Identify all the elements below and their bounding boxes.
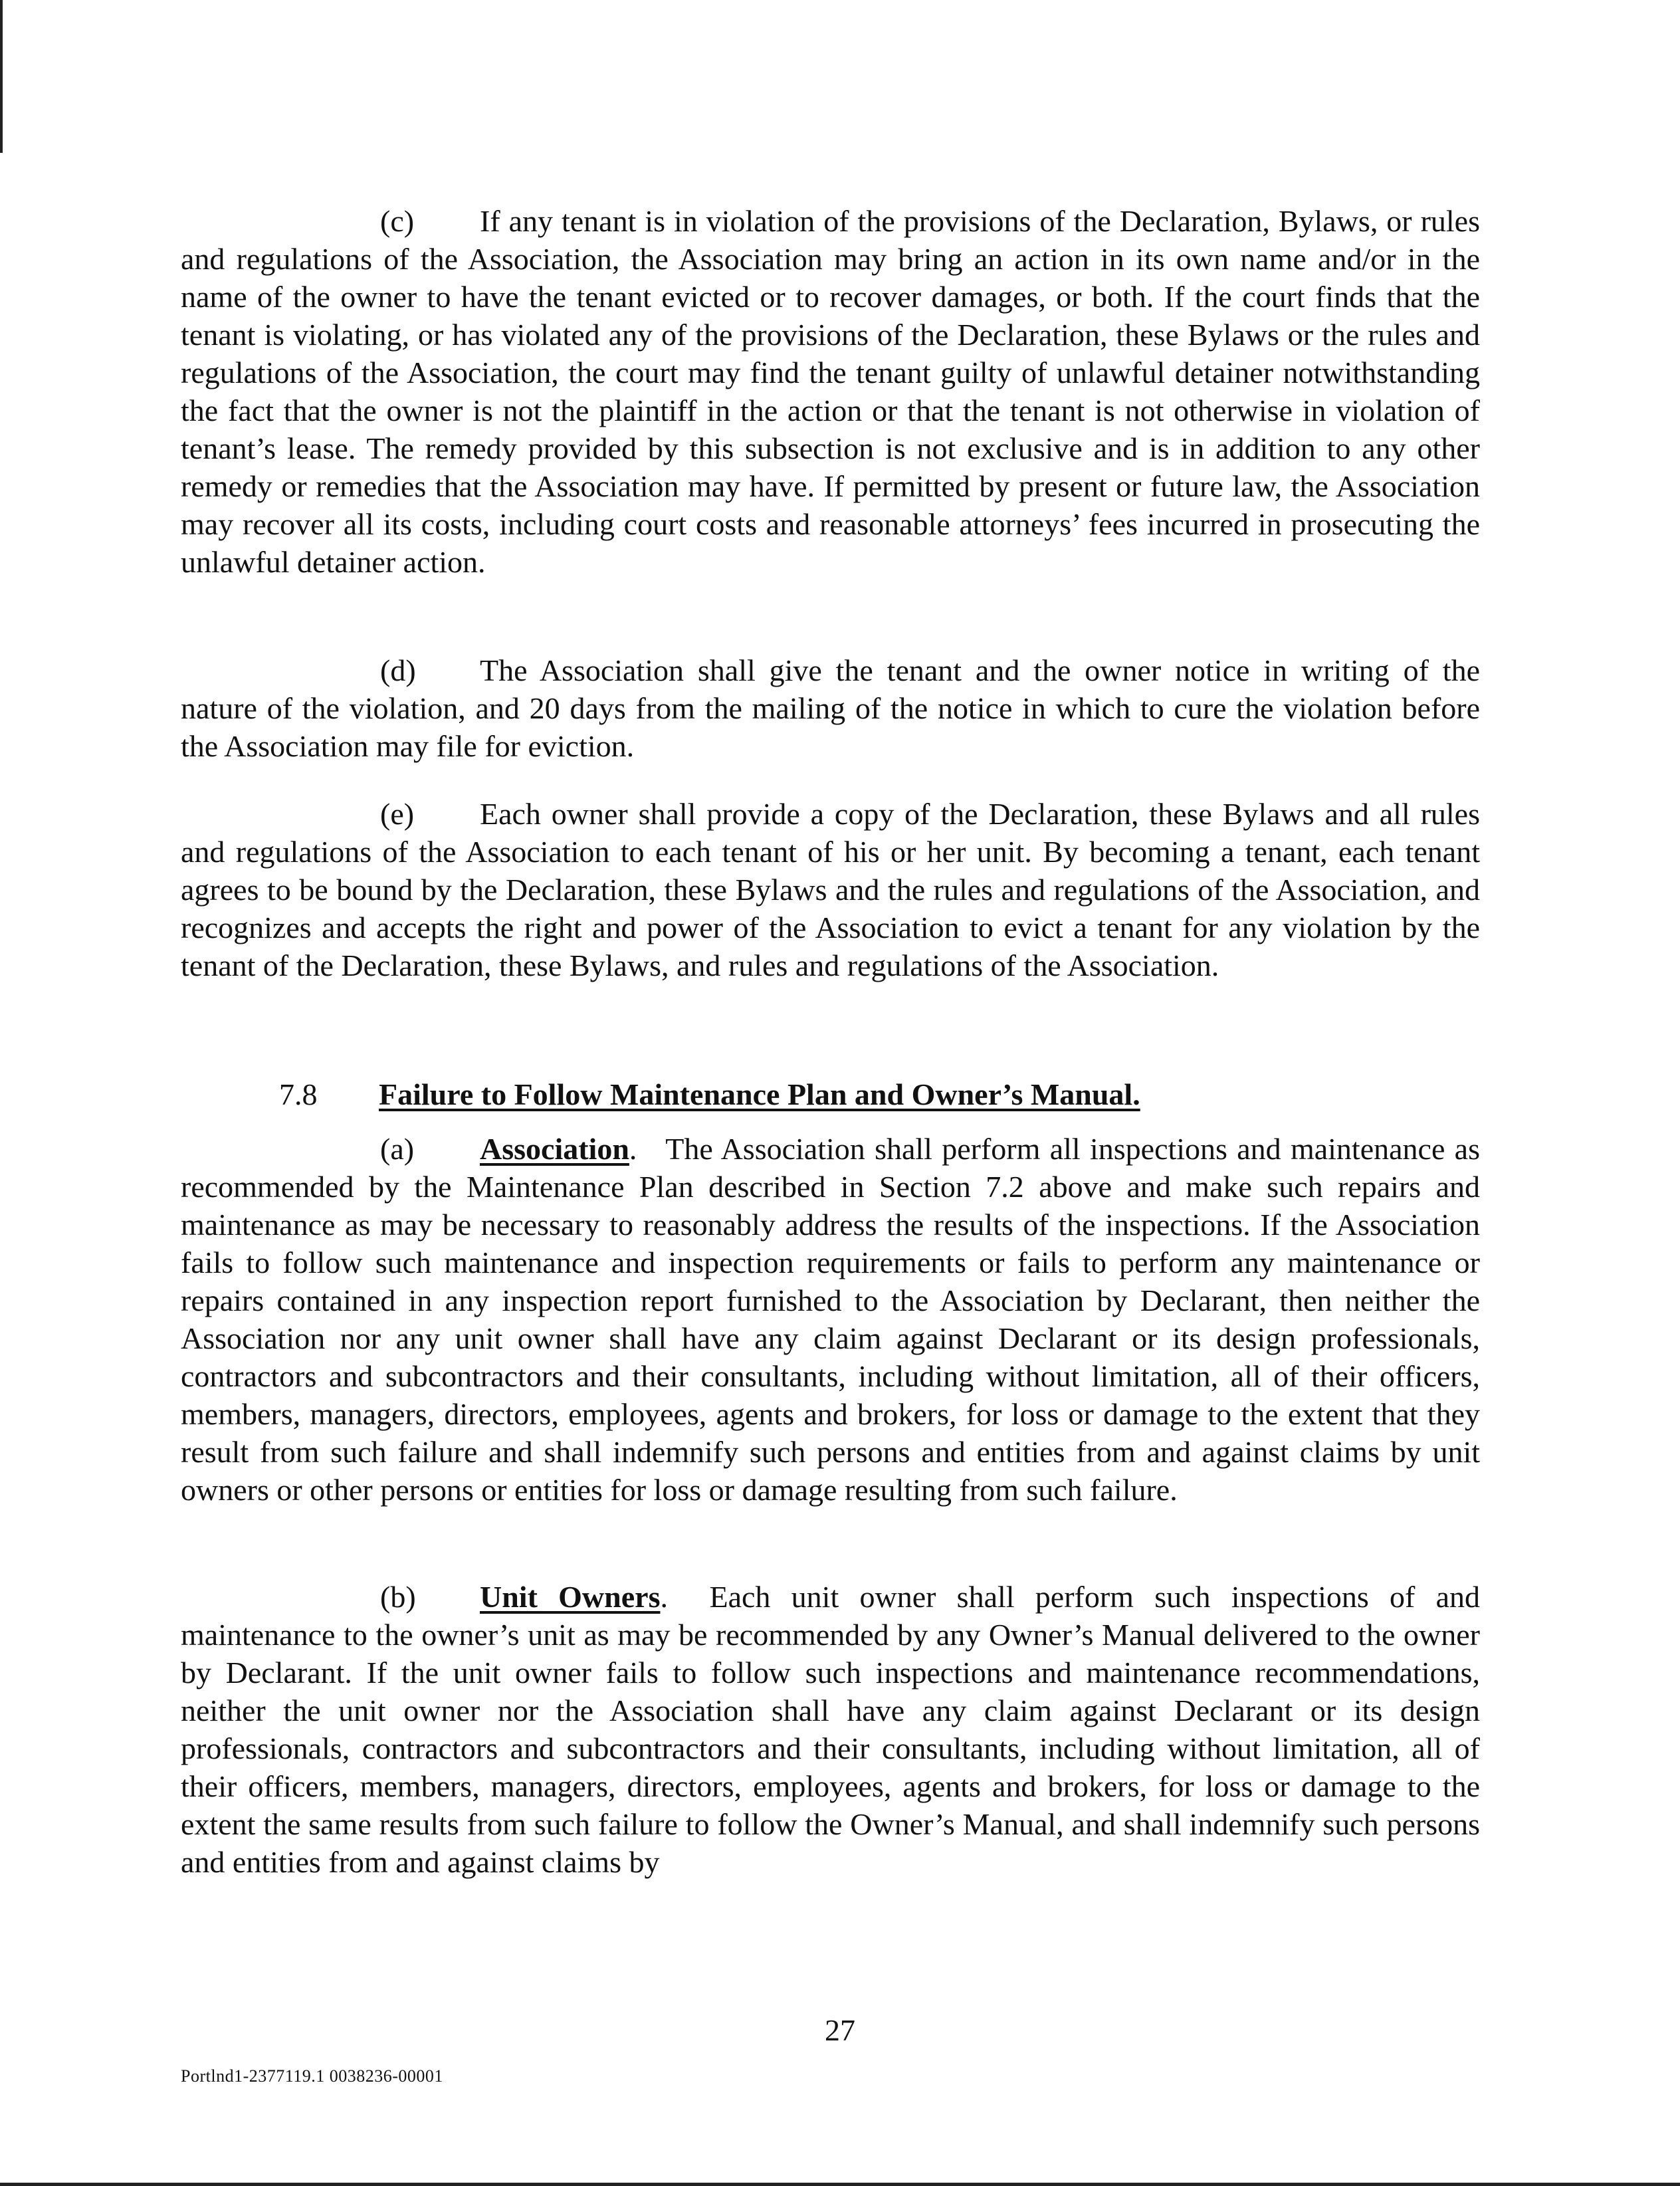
- section-title: Failure to Follow Maintenance Plan and Owner’s Manual.: [379, 1077, 1140, 1111]
- paragraph-a-text: The Association shall perform all inspections and maintenance as recommended by the Maintenance Plan described in Section 7.2 above and make such repairs and maintenance as may be necessary to reasonably address the results of the inspections. If the Association fails to follow such maintenance and inspection requirements or fails to perform any maintenance or repairs contained in any inspection report furnished to the Association by Declarant, then neither the Association nor any unit owner shall have any claim against Declarant or its design professionals, contractors and subcontractors and their consultants, including without limitation, all of their officers, members, managers, directors, employees, agents and brokers, for loss or damage to the extent that they result from such failure and shall indemnify such persons and entities from and against claims by unit owners or other persons or entities for loss or damage resulting from such failure.: [181, 1132, 1480, 1507]
- paragraph-e-text: Each owner shall provide a copy of the Declaration, these Bylaws and all rules and regulations of the Association to each tenant of his or her unit. By becoming a tenant, each tenant agrees to be bound by the Declaration, these Bylaws and the rules and regulations of the Association, and recognizes and accepts the right and power of the Association to evict a tenant for any violation by the tenant of the Declaration, these Bylaws, and rules and regulations of the Association.: [181, 797, 1480, 982]
- paragraph-a-heading-punct: .: [629, 1132, 637, 1166]
- paragraph-b-text: Each unit owner shall perform such inspections of and maintenance to the owner’s unit as may be recommended by any Owner’s Manual delivered to the owner by Declarant. If the unit owner fails to follow such inspections and maintenance recommendations, neither the unit owner nor the Association shall have any claim against Declarant or its design professionals, contractors and subcontractors and their consultants, including without limitation, all of their officers, members, managers, directors, employees, agents and brokers, for loss or damage to the extent the same results from such failure to follow the Owner’s Manual, and shall indemnify such persons and entities from and against claims by: [181, 1580, 1480, 1879]
- paragraph-d-label: (d): [380, 653, 416, 687]
- paragraph-b: [181, 1578, 1480, 1881]
- paragraph-e-label: (e): [380, 797, 415, 831]
- paragraph-a-label: (a): [380, 1132, 415, 1166]
- paragraph-b-heading-punct: .: [660, 1580, 668, 1614]
- scan-edge-bottom: [0, 2183, 1680, 2186]
- document-id: Portlnd1-2377119.1 0038236-00001: [181, 2066, 443, 2086]
- paragraph-e: [181, 795, 1480, 984]
- paragraph-d-text: The Association shall give the tenant and the owner notice in writing of the nature of the violation, and 20 days from the mailing of the notice in which to cure the violation before the Association may file for eviction.: [181, 653, 1480, 763]
- paragraph-c-text: If any tenant is in violation of the provisions of the Declaration, Bylaws, or rules and regulations of the Association, the Association may bring an action in its own name and/or in the name of the owner to have the tenant evicted or to recover damages, or both. If the court finds that the tenant is violating, or has violated any of the provisions of the Declaration, these Bylaws or the rules and regulations of the Association, the court may find the tenant guilty of unlawful detainer notwithstanding the fact that the owner is not the plaintiff in the action or that the tenant is not otherwise in violation of tenant’s lease. The remedy provided by this subsection is not exclusive and is in addition to any other remedy or remedies that the Association may have. If permitted by present or future law, the Association may recover all its costs, including court costs and reasonable attorneys’ fees incurred in prosecuting the unlawful detainer action.: [181, 204, 1480, 579]
- paragraph-c-label: (c): [380, 204, 415, 238]
- paragraph-d: [181, 651, 1480, 765]
- page-number: 27: [825, 2013, 855, 2047]
- paragraph-b-label: (b): [380, 1580, 416, 1614]
- paragraph-c: [181, 202, 1480, 581]
- paragraph-b-heading: Unit Owners: [480, 1580, 661, 1614]
- section-heading: [279, 1075, 1140, 1113]
- paragraph-a-heading: Association: [480, 1132, 629, 1166]
- paragraph-a: [181, 1130, 1480, 1509]
- section-number: 7.8: [279, 1077, 318, 1111]
- scan-edge-left: [0, 0, 3, 153]
